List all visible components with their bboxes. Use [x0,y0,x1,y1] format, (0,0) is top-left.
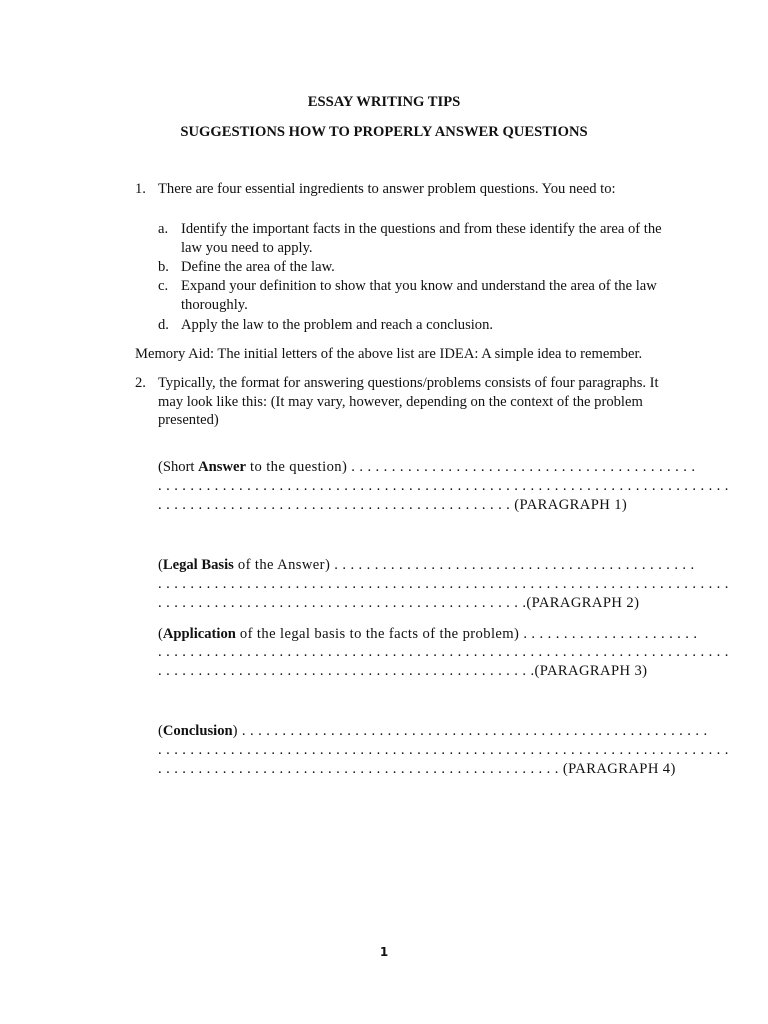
item-2-line3: presented) [158,412,219,428]
subitem-a-letter: a. [158,221,169,237]
paragraph-4-rest: ) . . . . . . . . . . . . . . . . . . . . . . . . . . . . . . . . . . . . . . . . . . . . . . . . . . . . . . . . . . [232,723,708,739]
item-1-number: 1. [135,181,146,197]
paragraph-1-open: (Short [158,459,199,475]
paragraph-2-line3: . . . . . . . . . . . . . . . . . . . . . . . . . . . . . . . . . . . . . . . . . . . . . .(PARAGRAPH 2) [158,595,640,611]
document-subtitle: SUGGESTIONS HOW TO PROPERLY ANSWER QUESTIONS [180,124,588,140]
subitem-c-line1: Expand your definition to show that you know and understand the area of the law [181,278,657,294]
paragraph-2-line1 [158,556,695,575]
subitem-d-line1: Apply the law to the problem and reach a conclusion. [181,317,494,333]
paragraph-1-keyword: Answer [198,459,246,475]
subitem-c-letter: c. [158,278,169,294]
subitem-a-line2: law you need to apply. [181,240,313,256]
paragraph-3-line3: . . . . . . . . . . . . . . . . . . . . . . . . . . . . . . . . . . . . . . . . . . . . . . .(PARAGRAPH 3) [158,663,648,679]
paragraph-4-line3: . . . . . . . . . . . . . . . . . . . . . . . . . . . . . . . . . . . . . . . . . . . . . . . . . . (PARAGRAPH 4) [158,761,676,777]
item-2-line2: may look like this: (It may vary, however, depending on the context of the problem [158,394,643,410]
paragraph-2-open: ( [158,557,163,573]
paragraph-1-line3: . . . . . . . . . . . . . . . . . . . . . . . . . . . . . . . . . . . . . . . . . . . . (PARAGRAPH 1) [158,497,628,513]
subitem-d-letter: d. [158,317,169,333]
document-title: ESSAY WRITING TIPS [307,94,461,110]
subitem-b-line1: Define the area of the law. [181,259,335,275]
item-2-number: 2. [135,375,146,391]
subitem-a-line1: Identify the important facts in the questions and from these identify the area of the [181,221,662,237]
paragraph-4-line1 [158,722,708,741]
subitem-b-letter: b. [158,259,169,275]
paragraph-2-rest: of the Answer) . . . . . . . . . . . . . . . . . . . . . . . . . . . . . . . . . . . . . . . . . . . . . [233,557,695,573]
paragraph-3-line1 [158,625,697,644]
paragraph-4-line2: . . . . . . . . . . . . . . . . . . . . . . . . . . . . . . . . . . . . . . . . . . . . . . . . . . . . . . . . . . . . . . . . . . . . . . . [158,742,729,758]
paragraph-1-line1 [158,458,695,477]
paragraph-1-line2: . . . . . . . . . . . . . . . . . . . . . . . . . . . . . . . . . . . . . . . . . . . . . . . . . . . . . . . . . . . . . . . . . . . . . . . [158,478,729,494]
paragraph-4-open: ( [158,723,163,739]
paragraph-3-open: ( [158,626,163,642]
item-1-text: There are four essential ingredients to answer problem questions. You need to: [158,181,616,197]
page-number: 1 [379,945,389,959]
item-2-line1: Typically, the format for answering questions/problems consists of four paragraphs. It [158,375,659,391]
paragraph-2-keyword: Legal Basis [162,557,234,573]
paragraph-2-line2: . . . . . . . . . . . . . . . . . . . . . . . . . . . . . . . . . . . . . . . . . . . . . . . . . . . . . . . . . . . . . . . . . . . . . . . [158,576,729,592]
subitem-c-line2: thoroughly. [181,297,248,313]
paragraph-3-rest: of the legal basis to the facts of the problem) . . . . . . . . . . . . . . . . . . . . . . [235,626,698,642]
memory-aid: Memory Aid: The initial letters of the above list are IDEA: A simple idea to remember. [135,346,643,362]
paragraph-1-rest: to the question) . . . . . . . . . . . . . . . . . . . . . . . . . . . . . . . . . . . . . . . . . . . [245,459,696,475]
paragraph-4-keyword: Conclusion [162,723,233,739]
paragraph-3-keyword: Application [162,626,236,642]
paragraph-3-line2: . . . . . . . . . . . . . . . . . . . . . . . . . . . . . . . . . . . . . . . . . . . . . . . . . . . . . . . . . . . . . . . . . . . . . . . [158,644,729,660]
